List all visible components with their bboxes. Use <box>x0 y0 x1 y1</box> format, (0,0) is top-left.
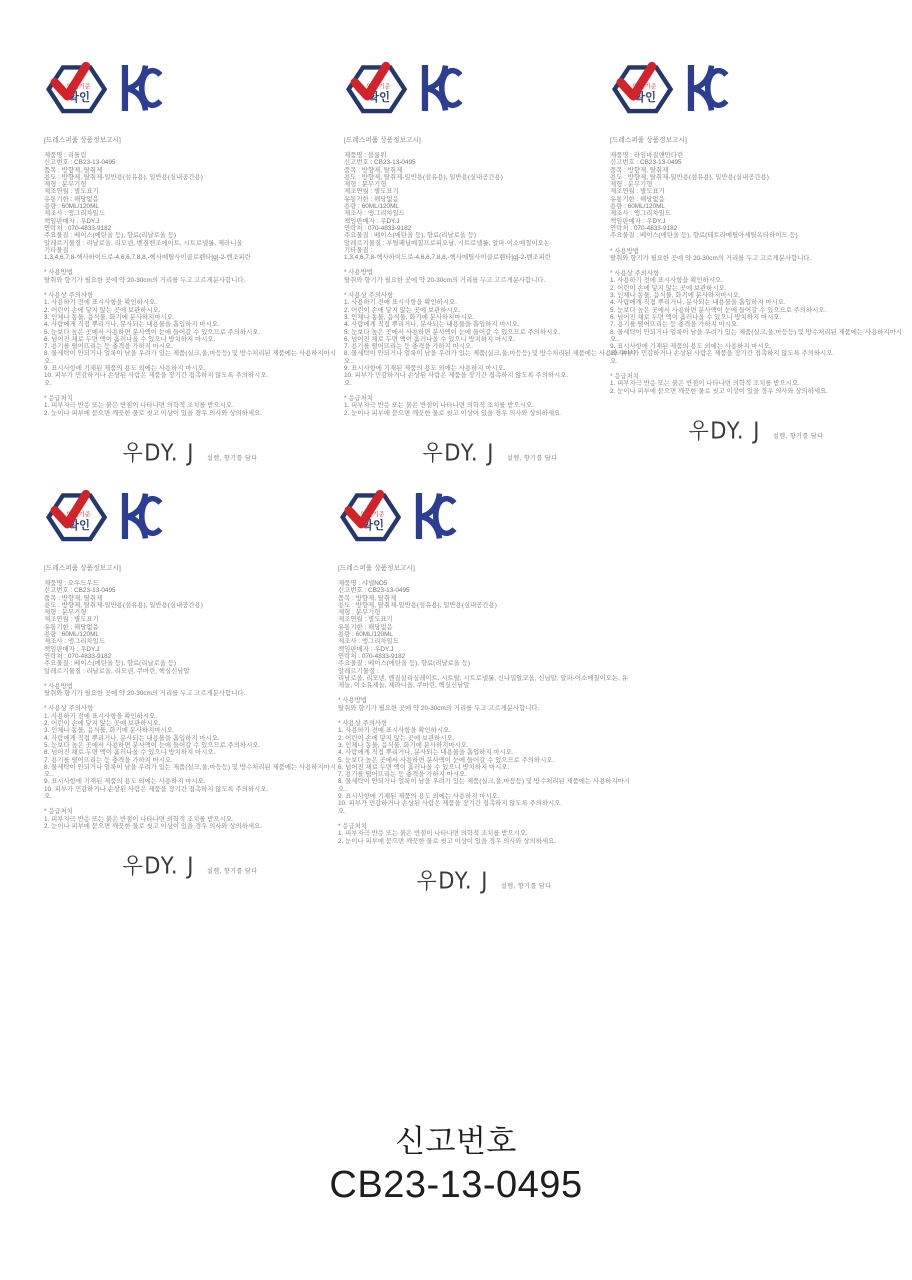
product-info-panel <box>338 488 630 895</box>
signature-tagline: 설렘, 향기를 담다 <box>772 433 824 440</box>
text-line: 1. 사용하기 전에 표시사항을 확인하시오. <box>44 299 157 307</box>
usage-text: 탈취와 향기가 필요한 곳에 약 20-30cm의 거리를 두고 고르게분사합니다. <box>338 704 540 712</box>
text-line: 제조연월 : 별도표기 <box>338 616 393 624</box>
signature-tagline: 설렘, 향기를 담다 <box>206 869 258 876</box>
text-line: 10. 피부가 민감하거나 손상된 사람은 제품을 장기간 접촉하지 않도록 주의하시오. <box>344 372 569 380</box>
text-line: 6. 넘어진 채로 두면 액이 흘러나올 수 있으니 방치하지 마시오. <box>610 313 782 321</box>
text-line: 9. 표시사항에 기재된 제품의 용도 외에는 사용하지 마시오. <box>338 793 500 801</box>
text-line: 유통기한 : 해당없음 <box>344 195 399 203</box>
text-line: 오. <box>44 379 52 387</box>
text-line: 제형 : 분무기형 <box>344 181 387 189</box>
text-line: 9. 표시사항에 기재된 제품의 용도 외에는 사용하지 마시오. <box>344 365 506 373</box>
text-line: 연락처 : 070-4833-9182 <box>610 224 678 232</box>
text-line: 3. 인체나 동물, 음식물, 화기에 분사하지마시오. <box>44 313 175 321</box>
text-line: 제형 : 분무기형 <box>44 609 87 617</box>
text-line: 10. 피부가 민감하거나 손상된 사람은 제품을 장기간 접촉하지 않도록 주의하시오. <box>44 372 269 380</box>
text-line: 1. 피부자극 반응 또는 붉은 반점이 나타나면 의학적 조치를 받으시오. <box>338 830 528 838</box>
detail-lines <box>338 580 630 689</box>
text-line: 용도 : 방향제, 탈취제-일반용(섬유용), 일반용(실내공간용) <box>44 173 203 181</box>
usage-text: 탈취와 향기가 필요한 곳에 약 20-30cm의 거리를 두고 고르게분사합니다. <box>344 276 546 284</box>
text-line: 알레르기물질 : <box>338 667 379 675</box>
text-line: 오. <box>344 379 352 387</box>
text-line: 품목 : 방향제, 탈취제 <box>44 594 103 602</box>
text-line: 제품명 : 샤넬NO5 <box>338 580 388 587</box>
caution-title: * 사용상 주의사항 <box>610 270 660 278</box>
caution-lines <box>610 277 902 365</box>
text-line: 품목 : 방향제, 탈취제 <box>344 166 403 174</box>
kc-mark-icon <box>117 60 169 116</box>
text-line: 주요물질 : 베이스(에탄올 등), 향료(테트라메틸아세틸옥타하이드 등) <box>610 232 798 240</box>
certification-logos <box>344 60 636 118</box>
report-number-value: CB23-13-0495 <box>329 1164 583 1206</box>
text-line: 2. 어린이 손에 닿지 않는 곳에 보관하시오. <box>610 284 727 292</box>
panel-header: [드레스퍼퓸 상품정보고시] <box>44 137 121 144</box>
brand-signature: 우DY. J <box>122 853 195 880</box>
safety-check-line1: 안전기준 <box>66 83 91 91</box>
text-line: 9. 표시사항에 기재된 제품의 용도 외에는 사용하지 마시오. <box>44 365 206 373</box>
text-line: 책임판매자 : 우DY.J <box>344 217 400 225</box>
usage-text: 탈취와 향기가 필요한 곳에 약 20-30cm의 거리를 두고 고르게분사합니다. <box>44 276 246 284</box>
caution-lines <box>44 713 336 801</box>
text-line: 제품명 : 오우드우드 <box>44 580 99 587</box>
panel-header: [드레스퍼퓸 상품정보고시] <box>610 137 687 144</box>
text-line: 6. 넘어진 채로 두면 액이 흘러나올 수 있으니 방치하지 마시오. <box>44 749 216 757</box>
detail-lines <box>610 152 902 240</box>
text-line: 유통기한 : 해당없음 <box>610 195 665 203</box>
product-info-panel <box>44 60 336 467</box>
safety-check-line1: 안전기준 <box>366 83 391 91</box>
certification-logos <box>44 488 336 546</box>
firstaid-title: * 응급처치 <box>610 373 639 381</box>
safety-check-line2: 확인 <box>368 92 390 105</box>
text-line: 신고번호 : CB23-13-0495 <box>338 587 410 595</box>
safety-check-line1: 안전기준 <box>632 83 657 91</box>
usage-title: * 사용방법 <box>44 682 73 690</box>
caution-title: * 사용상 주의사항 <box>344 292 394 300</box>
safety-check-logo-icon <box>610 60 674 116</box>
certification-logos <box>610 60 902 118</box>
firstaid-title: * 응급처치 <box>344 394 373 402</box>
text-line: 9. 표시사항에 기재된 제품의 용도 외에는 사용하지 마시오. <box>610 343 772 351</box>
panel-header: [드레스퍼퓸 상품정보고시] <box>44 565 121 572</box>
brand-signature: 우DY. J <box>122 439 195 466</box>
text-line: 연락처 : 070-4833-9182 <box>44 224 112 232</box>
signature-row <box>44 850 336 880</box>
text-line: 알레르기물질 : 부틸페닐메칠프로피오날, 시트로넬롤, 알파-이소메칠이오논 <box>344 239 550 247</box>
caution-title: * 사용상 주의사항 <box>44 705 94 713</box>
text-line: 8. 물세탁이 안되거나 얼룩이 남을 우려가 있는 제품(실크,울,마등등) 및 방수처리된 제품에는 사용하지마시오.. <box>44 763 336 779</box>
text-line: 10. 피부가 민감하거나 손상된 사람은 제품을 장기간 접촉하지 않도록 주의하시오. <box>44 785 269 793</box>
text-line: 2. 눈이나 피부에 묻으면 깨끗한 물로 씻고 이상이 있을 경우 의사와 상의하세요. <box>344 409 563 417</box>
caution-lines <box>338 727 630 815</box>
firstaid-lines <box>44 816 336 831</box>
text-line: 알레르기물질 : 리날로올, 리모넨, 벤질벤조에이트, 시트로넬롤, 제라니올 <box>44 239 243 247</box>
text-line: 신고번호 : CB23-13-0495 <box>44 159 116 167</box>
firstaid-title: * 응급처치 <box>338 822 367 830</box>
text-line: 7. 용기를 떨어뜨리는 등 충격을 가하지 마시오. <box>344 343 473 351</box>
caution-title: * 사용상 주의사항 <box>44 292 94 300</box>
text-line: 제품명 : 라임바질앤만다린 <box>610 152 684 159</box>
text-line: 6. 넘어진 채로 두면 액이 흘러나올 수 있으니 방치하지 마시오. <box>338 763 510 771</box>
text-line: 기타물질 : <box>344 246 373 254</box>
panel-header: [드레스퍼퓸 상품정보고시] <box>338 565 415 572</box>
signature-row <box>344 437 636 467</box>
safety-check-logo-icon <box>344 60 408 116</box>
text-line: 8. 물세탁이 안되거나 얼룩이 남을 우려가 있는 제품(실크,울,마등등) 및 방수처리된 제품에는 사용하지마시오.. <box>344 350 636 365</box>
detail-lines <box>44 580 336 675</box>
text-line: 5. 눈보다 높은 곳에서 사용하면 분사액이 눈에 들어갈 수 있으므로 주의하시오. <box>338 756 555 764</box>
text-line: 8. 물세탁이 안되거나 얼룩이 남을 우려가 있는 제품(실크,울,마등등) 및 방수처리된 제품에는 사용하지마시오.. <box>610 328 902 343</box>
text-line: 2. 어린이 손에 닿지 않는 곳에 보관하시오. <box>44 306 161 314</box>
text-line: 주요물질 : 베이스(에탄올 등), 향료(리날로올 등) <box>44 660 177 668</box>
caution-title: * 사용상 주의사항 <box>338 720 388 728</box>
text-line: 6. 넘어진 채로 두면 액이 흘러나올 수 있으니 방치하지 마시오. <box>344 335 516 343</box>
text-line: 제형 : 분무기형 <box>610 181 653 189</box>
text-line: 용량 : 60ML/120ML <box>44 631 99 639</box>
text-line: 제조연월 : 별도표기 <box>344 188 399 196</box>
usage-title: * 사용방법 <box>344 269 373 277</box>
text-line: 4. 사람에게 직접 뿌리거나, 분사되는 내용물을 흡입하지 마시오. <box>44 734 220 742</box>
text-line: 용도 : 방향제, 탈취제-일반용(섬유용), 일반용(실내공간용) <box>44 601 203 609</box>
text-line: 오. <box>610 357 618 365</box>
safety-check-line2: 확인 <box>68 520 90 533</box>
kc-mark-icon <box>411 488 463 544</box>
text-line: 9. 표시사항에 기재된 제품의 용도 외에는 사용하지 마시오. <box>44 778 206 786</box>
text-line: 신고번호 : CB23-13-0495 <box>44 587 116 595</box>
text-line: 책임판매자 : 우DY.J <box>338 645 394 653</box>
text-line: 5. 눈보다 높은 곳에서 사용하면 분사액이 눈에 들어갈 수 있으므로 주의하시오. <box>610 306 827 314</box>
signature-row <box>44 437 336 467</box>
text-line: 주요물질 : 베이스(에탄올 등), 향료(리날로올 등) <box>344 232 477 240</box>
text-line: 2. 어린이 손에 닿지 않는 곳에 보관하시오. <box>44 720 161 728</box>
text-line: 품목 : 방향제, 탈취제 <box>338 594 397 602</box>
firstaid-lines <box>610 380 902 395</box>
text-line: 연락처 : 070-4833-9182 <box>44 652 112 660</box>
text-line: 3. 인체나 동물, 음식물, 화기에 분사하지마시오. <box>344 313 475 321</box>
safety-check-line2: 확인 <box>362 520 384 533</box>
text-line: 오. <box>44 793 52 801</box>
text-line: 제품명 : 블룸위 <box>344 152 387 159</box>
text-line: 6. 넘어진 채로 두면 액이 흘러나올 수 있으니 방치하지 마시오. <box>44 335 216 343</box>
text-line: 제조사 : 앵그리차일드 <box>610 210 671 218</box>
text-line: 제조연월 : 별도표기 <box>44 616 99 624</box>
certification-logos <box>338 488 630 546</box>
report-number-block <box>0 1122 912 1208</box>
brand-signature: 우DY. J <box>422 439 495 466</box>
detail-lines <box>44 152 336 261</box>
detail-lines <box>344 152 636 261</box>
text-line: 제조사 : 앵그리차일드 <box>338 638 399 646</box>
text-line: 3. 인체나 동물, 음식물, 화기에 분사하지마시오. <box>610 292 741 300</box>
text-line: 2. 어린이 손에 닿지 않는 곳에 보관하시오. <box>344 306 461 314</box>
signature-tagline: 설렘, 향기를 담다 <box>500 883 552 890</box>
text-line: 제조사 : 앵그리차일드 <box>344 210 405 218</box>
text-line: 용량 : 60ML/120ML <box>44 203 99 211</box>
product-info-panel <box>610 60 902 445</box>
safety-check-line1: 안전기준 <box>360 511 385 519</box>
text-line: 용량 : 60ML/120ML <box>338 631 393 639</box>
text-line: 기타물질 : <box>44 246 73 254</box>
text-line: 리날로올, 리모넨, 벤질살리실레이트, 시트랄, 시트로넬롤, 신나밀알코올, 신남알, 알파-이소메칠이오논, 유제놀, 이소유제놀, 제라니올, 쿠마린, 헥실신남알 <box>338 674 628 690</box>
certification-logos <box>44 60 336 118</box>
safety-check-logo-icon <box>44 488 108 544</box>
usage-title: * 사용방법 <box>610 247 639 255</box>
text-line: 제품명 : 리틀림 <box>44 152 87 159</box>
text-line: 유통기한 : 해당없음 <box>338 623 393 631</box>
usage-title: * 사용방법 <box>338 697 367 705</box>
brand-signature: 우DY. J <box>688 418 761 444</box>
safety-check-line2: 확인 <box>68 92 90 105</box>
text-line: 4. 사람에게 직접 뿌리거나, 분사되는 내용물을 흡입하지 마시오. <box>610 299 786 307</box>
firstaid-lines <box>44 402 336 417</box>
kc-mark-icon <box>117 488 169 544</box>
safety-check-line1: 안전기준 <box>66 511 91 519</box>
text-line: 오. <box>338 807 346 815</box>
text-line: 2. 눈이나 피부에 묻으면 깨끗한 물로 씻고 이상이 있을 경우 의사와 상의하세요. <box>338 837 557 845</box>
signature-row <box>610 415 902 445</box>
text-line: 품목 : 방향제, 탈취제 <box>44 166 103 174</box>
text-line: 4. 사람에게 직접 뿌리거나, 분사되는 내용물을 흡입하지 마시오. <box>338 749 514 757</box>
product-info-panel <box>344 60 636 467</box>
text-line: 5. 눈보다 높은 곳에서 사용하면 분사액이 눈에 들어갈 수 있으므로 주의하시오. <box>44 741 261 749</box>
signature-row <box>338 865 630 895</box>
text-line: 유통기한 : 해당없음 <box>44 195 99 203</box>
text-line: 용량 : 60ML/120ML <box>344 203 399 211</box>
text-line: 주요물질 : 베이스(에탄올 등), 향료(리날로올 등) <box>338 660 471 668</box>
text-line: 1. 사용하기 전에 표시사항을 확인하시오. <box>344 299 457 307</box>
text-line: 10. 피부가 민감하거나 손상된 사람은 제품을 장기간 접촉하지 않도록 주의하시오. <box>610 350 835 358</box>
caution-lines <box>344 299 636 387</box>
safety-check-line2: 확인 <box>634 92 656 105</box>
text-line: 1. 피부자극 반응 또는 붉은 반점이 나타나면 의학적 조치를 받으시오. <box>44 402 234 410</box>
text-line: 제조연월 : 별도표기 <box>44 188 99 196</box>
text-line: 7. 용기를 떨어뜨리는 등 충격을 가하지 마시오. <box>610 321 739 329</box>
text-line: 8. 물세탁이 안되거나 얼룩이 남을 우려가 있는 제품(실크,울,마등등) 및 방수처리된 제품에는 사용하지마시오.. <box>338 778 630 793</box>
text-line: 7. 용기를 떨어뜨리는 등 충격을 가하지 마시오. <box>44 756 173 764</box>
text-line: 10. 피부가 민감하거나 손상된 사람은 제품을 장기간 접촉하지 않도록 주의하시오. <box>338 800 563 808</box>
text-line: 1. 사용하기 전에 표시사항을 확인하시오. <box>610 277 723 285</box>
usage-text: 탈취와 향기가 필요한 곳에 약 20-30cm의 거리를 두고 고르게분사합니다. <box>44 690 246 698</box>
text-line: 5. 눈보다 높은 곳에서 사용하면 분사액이 눈에 들어갈 수 있으므로 주의하시오. <box>344 328 561 336</box>
caution-lines <box>44 299 336 387</box>
text-line: 용도 : 방향제, 탈취제-일반용(섬유용), 일반용(실내공간용) <box>344 173 503 181</box>
text-line: 1. 피부자극 반응 또는 붉은 반점이 나타나면 의학적 조치를 받으시오. <box>610 380 800 388</box>
text-line: 품목 : 방향제, 탈취제 <box>610 166 669 174</box>
text-line: 1. 피부자극 반응 또는 붉은 반점이 나타나면 의학적 조치를 받으시오. <box>344 402 534 410</box>
text-line: 신고번호 : CB23-13-0495 <box>344 159 416 167</box>
text-line: 4. 사람에게 직접 뿌리거나, 분사되는 내용물을 흡입하지 마시오. <box>344 321 520 329</box>
text-line: 2. 어린이 손에 닿지 않는 곳에 보관하시오. <box>338 734 455 742</box>
text-line: 3. 인체나 동물, 음식물, 화기에 분사하지마시오. <box>338 741 469 749</box>
text-line: 1. 사용하기 전에 표시사항을 확인하시오. <box>338 727 451 735</box>
firstaid-title: * 응급처치 <box>44 808 73 816</box>
text-line: 신고번호 : CB23-13-0495 <box>610 159 682 167</box>
text-line: 연락처 : 070-4833-9182 <box>338 652 406 660</box>
text-line: 용량 : 60ML/120ML <box>610 203 665 211</box>
firstaid-lines <box>344 402 636 417</box>
text-line: 2. 눈이나 피부에 묻으면 깨끗한 물로 씻고 이상이 있을 경우 의사와 상의하세요. <box>44 409 263 417</box>
text-line: 7. 용기를 떨어뜨리는 등 충격을 가하지 마시오. <box>338 771 467 779</box>
text-line: 4. 사람에게 직접 뿌리거나, 분사되는 내용물을 흡입하지 마시오. <box>44 321 220 329</box>
text-line: 1,3,4,6,7,8-헥사하이드로-4,6,6,7,8,8,-헥사메틸사이클로펜타[g]-2-벤조피란 <box>344 254 551 262</box>
product-info-panel <box>44 488 336 880</box>
usage-title: * 사용방법 <box>44 269 73 277</box>
text-line: 7. 용기를 떨어뜨리는 등 충격을 가하지 마시오. <box>44 343 173 351</box>
text-line: 용도 : 방향제, 탈취제-일반용(섬유용), 일반용(실내공간용) <box>338 601 497 609</box>
signature-tagline: 설렘, 향기를 담다 <box>206 455 258 462</box>
text-line: 5. 눈보다 높은 곳에서 사용하면 분사액이 눈에 들어갈 수 있으므로 주의하시오. <box>44 328 261 336</box>
text-line: 2. 눈이나 피부에 묻으면 깨끗한 물로 씻고 이상이 있을 경우 의사와 상의하세요. <box>44 822 263 830</box>
text-line: 용도 : 방향제, 탈취제-일반용(섬유용), 일반용(실내공간용) <box>610 173 769 181</box>
text-line: 제형 : 분무기형 <box>44 181 87 189</box>
text-line: 책임판매자 : 우DY.J <box>610 217 666 225</box>
firstaid-title: * 응급처치 <box>44 394 73 402</box>
text-line: 책임판매자 : 우DY.J <box>44 645 100 653</box>
firstaid-lines <box>338 830 630 845</box>
text-line: 8. 물세탁이 안되거나 얼룩이 남을 우려가 있는 제품(실크,울,마등등) 및 방수처리된 제품에는 사용하지마시오.. <box>44 350 336 365</box>
text-line: 연락처 : 070-4833-9182 <box>344 224 412 232</box>
text-line: 주요물질 : 베이스(에탄올 등), 향료(리날로올 등) <box>44 232 177 240</box>
safety-check-logo-icon <box>338 488 402 544</box>
kc-mark-icon <box>417 60 469 116</box>
kc-mark-icon <box>683 60 735 116</box>
text-line: 1. 피부자극 반응 또는 붉은 반점이 나타나면 의학적 조치를 받으시오. <box>44 815 234 823</box>
text-line: 1. 사용하기 전에 표시사항을 확인하시오. <box>44 712 157 720</box>
text-line: 3. 인체나 동물, 음식물, 화기에 분사하지마시오. <box>44 727 175 735</box>
text-line: 유통기한 : 해당없음 <box>44 623 99 631</box>
text-line: 1,3,4,6,7,8-헥사하이드로-4,6,6,7,8,8,-헥사메틸사이클로펜타[g]-2-벤조피란 <box>44 254 251 262</box>
usage-text: 탈취와 향기가 필요한 곳에 약 20-30cm의 거리를 두고 고르게분사합니다. <box>610 254 812 262</box>
report-number-label: 신고번호 <box>395 1124 517 1159</box>
text-line: 제조사 : 앵그리차일드 <box>44 638 105 646</box>
brand-signature: 우DY. J <box>416 867 489 894</box>
text-line: 2. 눈이나 피부에 묻으면 깨끗한 물로 씻고 이상이 있을 경우 의사와 상의하세요. <box>610 387 829 395</box>
text-line: 제형 : 분무기형 <box>338 609 381 617</box>
signature-tagline: 설렘, 향기를 담다 <box>506 455 558 462</box>
text-line: 제조사 : 앵그리차일드 <box>44 210 105 218</box>
safety-check-logo-icon <box>44 60 108 116</box>
text-line: 책임판매자 : 우DY.J <box>44 217 100 225</box>
text-line: 알레르기물질 : 리날로올, 리모넨, 쿠마린, 헥실신남알 <box>44 667 190 675</box>
text-line: 제조연월 : 별도표기 <box>610 188 665 196</box>
panel-header: [드레스퍼퓸 상품정보고시] <box>344 137 421 144</box>
